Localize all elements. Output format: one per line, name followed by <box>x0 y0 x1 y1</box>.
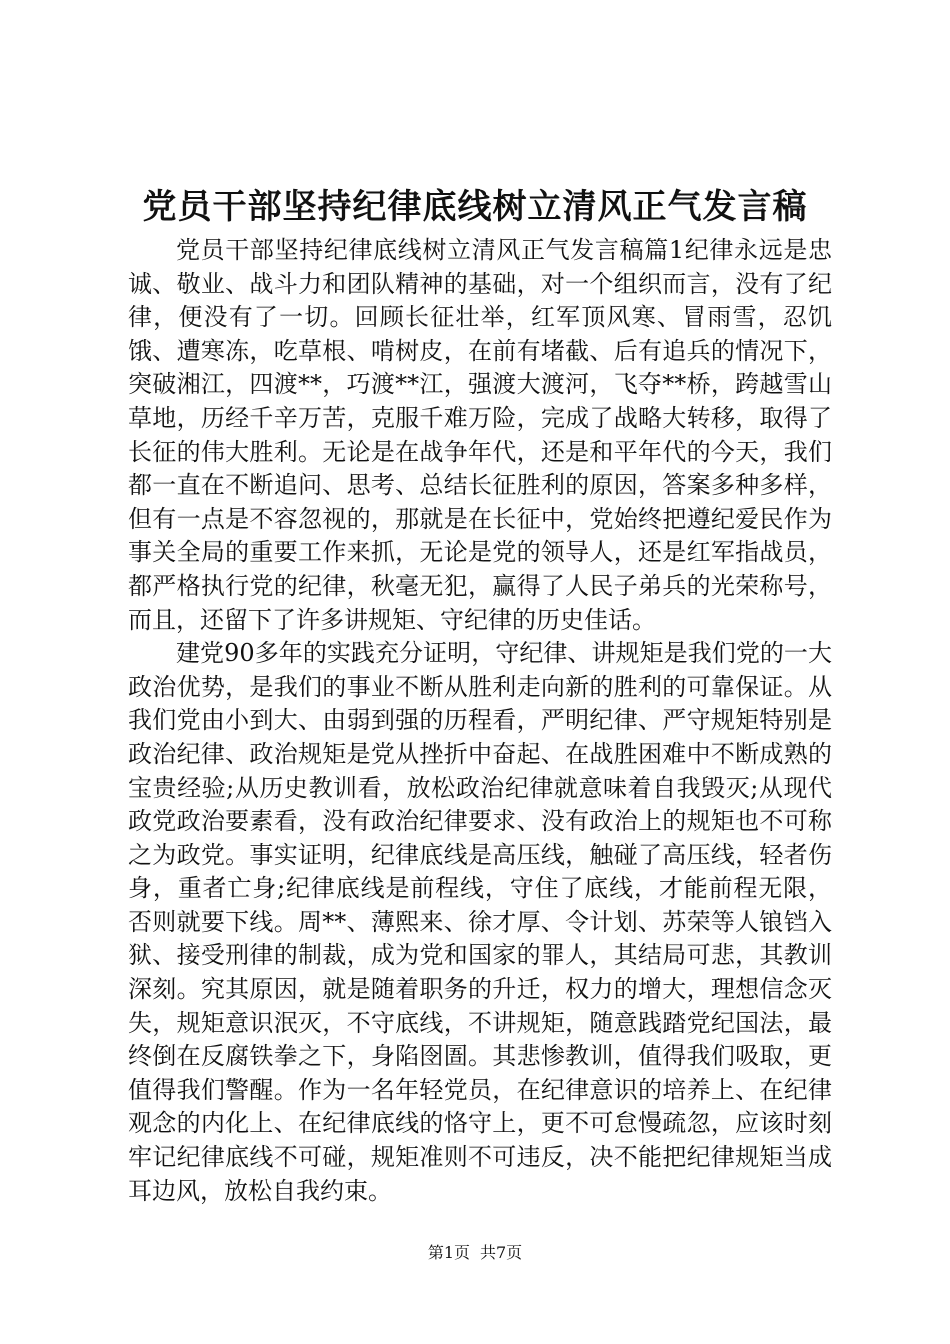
page-footer <box>0 1242 950 1264</box>
page-number-total: 共7页 <box>480 1243 523 1262</box>
paragraph-1: 党员干部坚持纪律底线树立清风正气发言稿篇1纪律永远是忠诚、敬业、战斗力和团队精神的基础，对一个组织而言，没有了纪律，便没有了一切。回顾长征壮举，红军顶风寒、冒雨雪，忍饥饿、遭寒冻，吃草根、啃树皮，在前有堵截、后有追兵的情况下，突破湘江，四渡**，巧渡**江，强渡大渡河，飞夺**桥，跨越雪山草地，历经千辛万苦，克服千难万险，完成了战略大转移，取得了长征的伟大胜利。无论是在战争年代，还是和平年代的今天，我们都一直在不断追问、思考、总结长征胜利的原因，答案多种多样，但有一点是不容忽视的，那就是在长征中，党始终把遵纪爱民作为事关全局的重要工作来抓，无论是党的领导人，还是红军指战员，都严格执行党的纪律，秋毫无犯，赢得了人民子弟兵的光荣称号，而且，还留下了许多讲规矩、守纪律的历史佳话。 <box>128 236 832 634</box>
document-body <box>128 234 832 1208</box>
document-title: 党员干部坚持纪律底线树立清风正气发言稿 <box>142 187 808 227</box>
page-number-current: 第1页 <box>427 1243 470 1262</box>
paragraph-2: 建党90多年的实践充分证明，守纪律、讲规矩是我们党的一大政治优势，是我们的事业不断从胜利走向新的胜利的可靠保证。从我们党由小到大、由弱到强的历程看，严明纪律、严守规矩特别是政治纪律、政治规矩是党从挫折中奋起、在战胜困难中不断成熟的宝贵经验;从历史教训看，放松政治纪律就意味着自我毁灭;从现代政党政治要素看，没有政治纪律要求、没有政治上的规矩也不可称之为政党。事实证明，纪律底线是高压线，触碰了高压线，轻者伤身，重者亡身;纪律底线是前程线，守住了底线，才能前程无限，否则就要下线。周**、薄熙来、徐才厚、令计划、苏荣等人锒铛入狱、接受刑律的制裁，成为党和国家的罪人，其结局可悲，其教训深刻。究其原因，就是随着职务的升迁，权力的增大，理想信念灭失，规矩意识泯灭，不守底线，不讲规矩，随意践踏党纪国法，最终倒在反腐铁拳之下，身陷囹圄。其悲惨教训，值得我们吸取，更值得我们警醒。作为一名年轻党员，在纪律意识的培养上、在纪律观念的内化上、在纪律底线的恪守上，更不可怠慢疏忽，应该时刻牢记纪律底线不可碰，规矩准则不可违反，决不能把纪律规矩当成耳边风，放松自我约束。 <box>128 639 832 1205</box>
